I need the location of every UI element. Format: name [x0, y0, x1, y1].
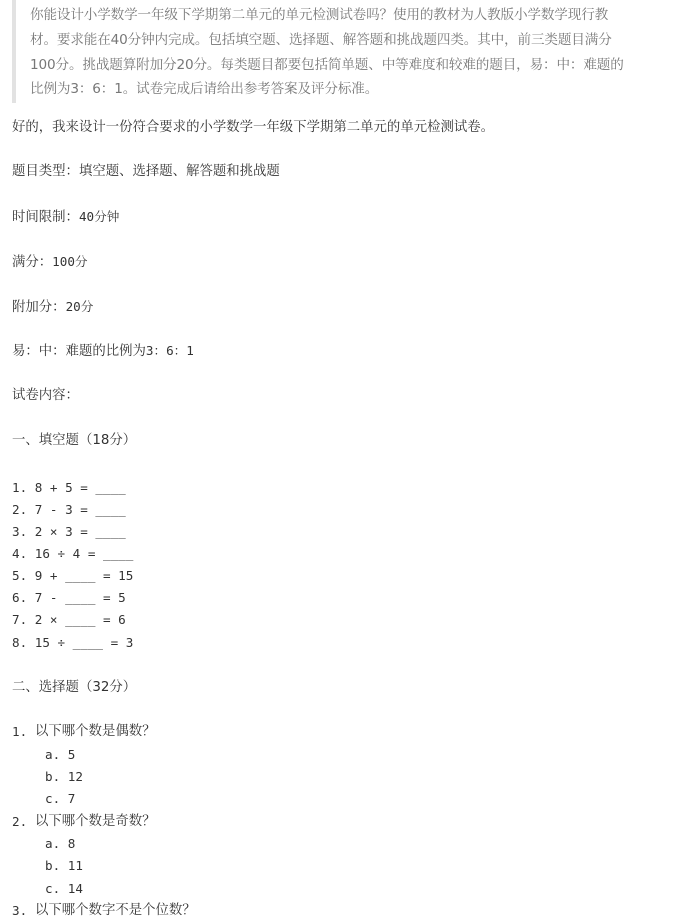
question-types: 题目类型：填空题、选择题、解答题和挑战题 — [12, 164, 280, 179]
fill-blank-item: 2. 7 - 3 = ____ — [12, 502, 126, 517]
time-limit-label: 时间限制： — [12, 210, 79, 225]
full-score-label: 满分： — [12, 255, 53, 270]
choice-option: b. 11 — [45, 858, 83, 873]
choice-question-number: 2. — [12, 814, 28, 829]
choice-option: a. 8 — [45, 836, 76, 851]
bonus-score-value: 20分 — [65, 299, 94, 314]
fill-blank-item: 3. 2 × 3 = ____ — [12, 524, 126, 539]
prompt-line: 比例为3：6：1。试卷完成后请给出参考答案及评分标准。 — [30, 81, 379, 98]
time-limit-value: 40分钟 — [78, 209, 120, 224]
choice-option: c. 14 — [45, 881, 83, 896]
fill-blank-item: 8. 15 ÷ ____ = 3 — [12, 635, 134, 650]
choice-option: a. 5 — [45, 747, 76, 762]
choice-question-text: 以下哪个数是偶数？ — [35, 724, 156, 739]
full-score — [12, 253, 88, 272]
difficulty-ratio-label: 易：中：难题的比例为 — [12, 344, 146, 359]
response-intro: 好的，我来设计一份符合要求的小学数学一年级下学期第二单元的单元检测试卷。 — [12, 120, 495, 135]
fill-blank-item: 5. 9 + ____ = 15 — [12, 568, 134, 583]
difficulty-ratio — [12, 342, 194, 361]
time-limit — [12, 208, 119, 227]
full-score-value: 100分 — [52, 254, 88, 269]
choice-question-text: 以下哪个数字不是个位数？ — [35, 903, 196, 918]
choice-question-number: 1. — [12, 724, 28, 739]
bonus-score-label: 附加分： — [12, 300, 66, 315]
bonus-score — [12, 298, 93, 317]
choice-option: c. 7 — [45, 791, 76, 806]
exam-content-label: 试卷内容： — [12, 388, 79, 403]
section-choice-title: 二、选择题（32分） — [12, 680, 137, 695]
choice-question-text: 以下哪个数是奇数？ — [35, 814, 156, 829]
prompt-line: 100分。挑战题算附加分20分。每类题目都要包括简单题、中等难度和较难的题目，易：中：难题的 — [30, 56, 624, 73]
choice-option: b. 12 — [45, 769, 83, 784]
fill-blank-item: 6. 7 - ____ = 5 — [12, 590, 126, 605]
fill-blank-item: 4. 16 ÷ 4 = ____ — [12, 546, 134, 561]
section-fill-blank-title: 一、填空题（18分） — [12, 433, 137, 448]
user-prompt-quote — [12, 0, 692, 103]
fill-blank-item: 1. 8 + 5 = ____ — [12, 480, 126, 495]
choice-question-number: 3. — [12, 903, 28, 918]
difficulty-ratio-value: 3：6：1 — [145, 343, 194, 358]
prompt-line: 你能设计小学数学一年级下学期第二单元的单元检测试卷吗？使用的教材为人教版小学数学现行教 — [30, 7, 609, 23]
fill-blank-item: 7. 2 × ____ = 6 — [12, 612, 126, 627]
prompt-line: 材。要求能在40分钟内完成。包括填空题、选择题、解答题和挑战题四类。其中，前三类题目满分 — [30, 31, 612, 48]
